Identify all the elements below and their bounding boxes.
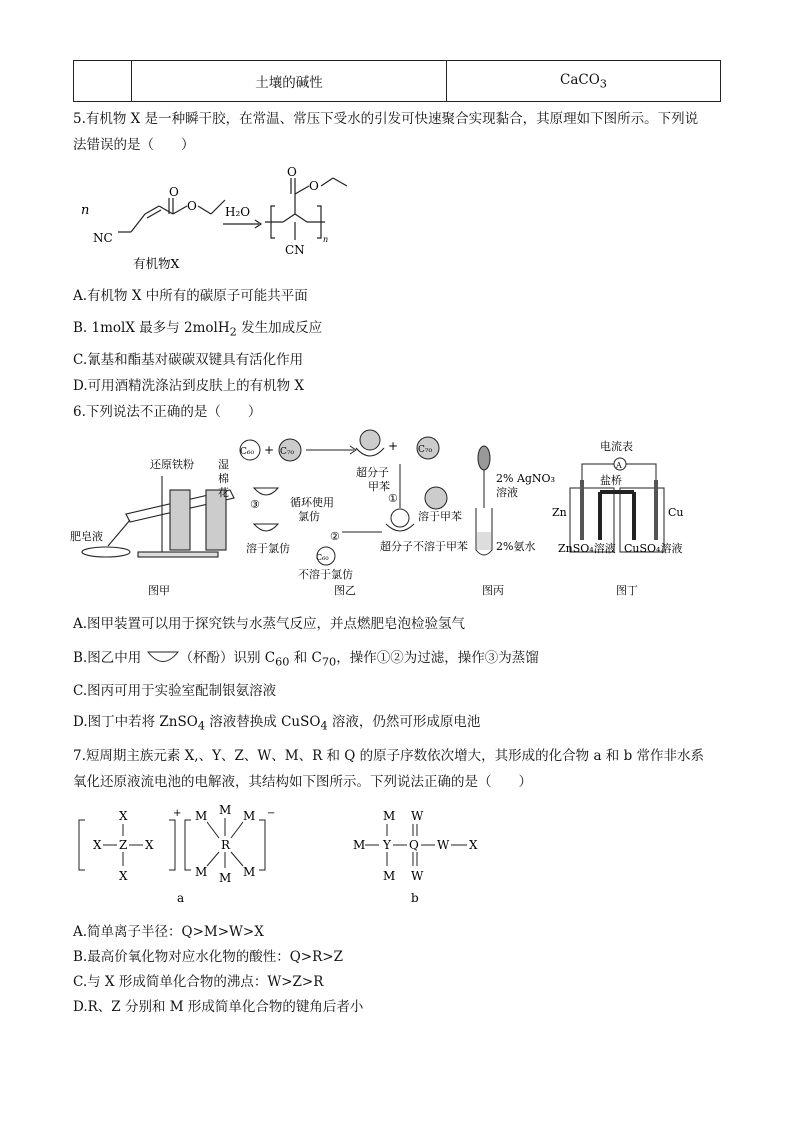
svg-text:A: A [616, 461, 622, 470]
bracket-right-1 [169, 820, 175, 870]
q7-option-a: A.简单离子半径：Q>M>W>X [73, 924, 264, 940]
figure-jia [70, 457, 234, 597]
wet-label-1: 湿 [218, 458, 229, 471]
svg-text:X: X [119, 869, 128, 883]
svg-text:M: M [383, 809, 396, 823]
svg-text:③: ③ [250, 498, 260, 511]
n-coefficient: n [81, 203, 90, 218]
svg-text:超分子不溶于甲苯: 超分子不溶于甲苯 [380, 540, 468, 553]
caption-a: a [177, 891, 185, 905]
delivery-tube [108, 520, 130, 546]
q7-structures [73, 800, 513, 910]
svg-text:−: − [267, 808, 276, 819]
bracket-right-2 [259, 820, 265, 870]
burner-2 [206, 490, 226, 550]
monomer-skeleton [118, 198, 225, 232]
q6-option-c: C.图丙可用于实验室配制银氨溶液 [73, 683, 277, 699]
figure-caption-x: 有机物X [133, 256, 180, 271]
figure-bing [476, 446, 555, 597]
structure-a [79, 803, 275, 905]
svg-text:M: M [383, 869, 396, 883]
zn-electrode [580, 480, 584, 540]
svg-text:②: ② [330, 530, 340, 543]
q6-option-a: A.图甲装置可以用于探究铁与水蒸气反应，并点燃肥皂泡检验氢气 [73, 616, 466, 632]
svg-text:M: M [353, 838, 366, 852]
svg-text:W: W [437, 838, 450, 852]
q5-option-d: D.可用酒精洗涤沾到皮肤上的有机物 X [73, 378, 305, 394]
svg-text:X: X [469, 838, 478, 852]
svg-text:①: ① [388, 492, 398, 505]
svg-text:W: W [411, 869, 424, 883]
answer-table [73, 60, 721, 102]
svg-text:2% AgNO₃: 2% AgNO₃ [496, 472, 555, 485]
soap-label: 肥皂液 [70, 530, 103, 543]
svg-text:X: X [145, 838, 154, 852]
bracket-left-1 [79, 820, 85, 870]
q7-option-c: C.与 X 形成简单化合物的沸点：W>Z>R [73, 974, 324, 990]
q5-stem-line2: 法错误的是（ ） [73, 137, 195, 153]
caption-ding: 图丁 [616, 584, 638, 597]
q5-stem-line1: 5.有机物 X 是一种瞬干胶，在常温、常压下受水的引发可快速聚合实现黏合，其原理如下图所示。下列说 [73, 111, 699, 127]
ester-o: O [187, 199, 197, 213]
table-cell-property: 土壤的碱性 [132, 61, 447, 102]
c70-dissolved [425, 487, 447, 509]
svg-text:电流表: 电流表 [600, 440, 633, 453]
svg-text:M: M [195, 865, 208, 879]
figure-yi [240, 430, 468, 597]
dropper-bulb [478, 446, 490, 470]
svg-text:2%氨水: 2%氨水 [496, 540, 536, 553]
svg-text:溶于氯仿: 溶于氯仿 [246, 542, 290, 555]
supra-c60-2 [391, 509, 409, 527]
wet-label-2: 棉 [218, 472, 229, 485]
q6-figures [70, 428, 750, 603]
bracket-left-2 [185, 820, 191, 870]
svg-text:C₆₀: C₆₀ [240, 447, 255, 457]
svg-text:CuSO₄溶液: CuSO₄溶液 [624, 542, 683, 555]
svg-text:X: X [119, 809, 128, 823]
q6-option-d: D.图丁中若将 ZnSO$_4$ 溶液替换成 CuSO$_4$ 溶液，仍然可形成原电池 [73, 714, 481, 733]
svg-text:M: M [243, 865, 256, 879]
polymer-skeleton [265, 178, 347, 240]
svg-text:W: W [411, 809, 424, 823]
nc-label: NC [93, 231, 113, 245]
svg-text:X: X [93, 838, 102, 852]
caption-jia: 图甲 [148, 584, 170, 597]
q6-option-b: B.图乙中用 （杯酚）识别 $C_{60}$ 和 $C_{70}$，操作①②为过滤，操作③为蒸馏 [73, 650, 539, 669]
polymer-carbonyl-o: O [287, 165, 297, 179]
q6-stem: 6.下列说法不正确的是（ ） [73, 404, 262, 420]
svg-text:M: M [219, 803, 232, 817]
svg-text:R: R [221, 838, 231, 852]
caption-bing: 图丙 [482, 584, 504, 597]
svg-text:超分子: 超分子 [356, 466, 389, 479]
caption-b: b [411, 891, 419, 905]
figure-ding [552, 439, 684, 597]
svg-text:C₇₀: C₇₀ [418, 445, 433, 455]
svg-text:循环使用: 循环使用 [290, 496, 334, 509]
svg-text:+: + [173, 808, 182, 819]
svg-text:甲苯: 甲苯 [368, 480, 390, 493]
svg-text:M: M [219, 871, 232, 885]
stand-base [138, 552, 218, 557]
svg-text:盐桥: 盐桥 [600, 474, 622, 487]
calixarene-bottom [254, 524, 278, 531]
calixarene-cup-icon [146, 649, 180, 665]
q7-stem-line1: 7.短周期主族元素 X,、Y、Z、W、M、R 和 Q 的原子序数依次增大，其形成的化合物 a 和 b 常作非水系 [73, 748, 705, 764]
iron-powder-label: 还原铁粉 [150, 458, 194, 471]
svg-text:不溶于氯仿: 不溶于氯仿 [298, 568, 353, 581]
svg-text:Y: Y [383, 838, 391, 852]
cn-label: CN [285, 243, 305, 257]
q5-reaction-figure [73, 160, 363, 275]
svg-text:C₇₀: C₇₀ [280, 447, 295, 457]
svg-text:氯仿: 氯仿 [298, 510, 320, 523]
q5-option-a: A.有机物 X 中所有的碳原子可能共平面 [73, 288, 308, 304]
svg-text:ZnSO₄溶液: ZnSO₄溶液 [558, 542, 616, 555]
calixarene-top [254, 488, 278, 495]
table-row [74, 61, 721, 102]
structure-b [353, 809, 478, 905]
svg-text:M: M [195, 809, 208, 823]
svg-text:+: + [264, 443, 275, 457]
svg-text:Zn: Zn [552, 506, 567, 519]
salt-bridge [600, 492, 634, 540]
soap-dish [82, 547, 130, 557]
polymer-ester-o: O [309, 179, 319, 193]
q7-option-d: D.R、Z 分别和 M 形成简单化合物的键角后者小 [73, 999, 364, 1015]
q5-option-c: C.氰基和酯基对碳碳双键具有活化作用 [73, 352, 304, 368]
q7-stem-line2: 氧化还原液流电池的电解液，其结构如下图所示。下列说法正确的是（ ） [73, 774, 532, 790]
subscript-n: n [323, 235, 329, 244]
svg-text:溶于甲苯: 溶于甲苯 [418, 510, 462, 523]
caption-yi: 图乙 [334, 584, 356, 597]
svg-text:溶液: 溶液 [496, 486, 518, 499]
cu-electrode [654, 480, 658, 540]
table-cell-substance: CaCO$_3$ [447, 61, 721, 102]
q5-option-b: B. 1molX 最多与 2molH$_2$ 发生加成反应 [73, 320, 323, 339]
svg-text:+: + [388, 439, 399, 453]
q7-option-b: B.最高价氧化物对应水化物的酸性：Q>R>Z [73, 949, 343, 965]
carbonyl-o: O [169, 185, 179, 199]
svg-text:Cu: Cu [668, 506, 684, 519]
svg-text:C₆₀: C₆₀ [316, 553, 329, 562]
reagent-label: H₂O [225, 205, 251, 219]
supra-c60 [360, 430, 380, 450]
burner-1 [170, 490, 190, 550]
svg-text:Z: Z [119, 838, 128, 852]
table-cell-empty [74, 61, 132, 102]
wet-label-3: 花 [218, 486, 229, 499]
svg-text:M: M [243, 809, 256, 823]
svg-text:Q: Q [409, 838, 419, 852]
